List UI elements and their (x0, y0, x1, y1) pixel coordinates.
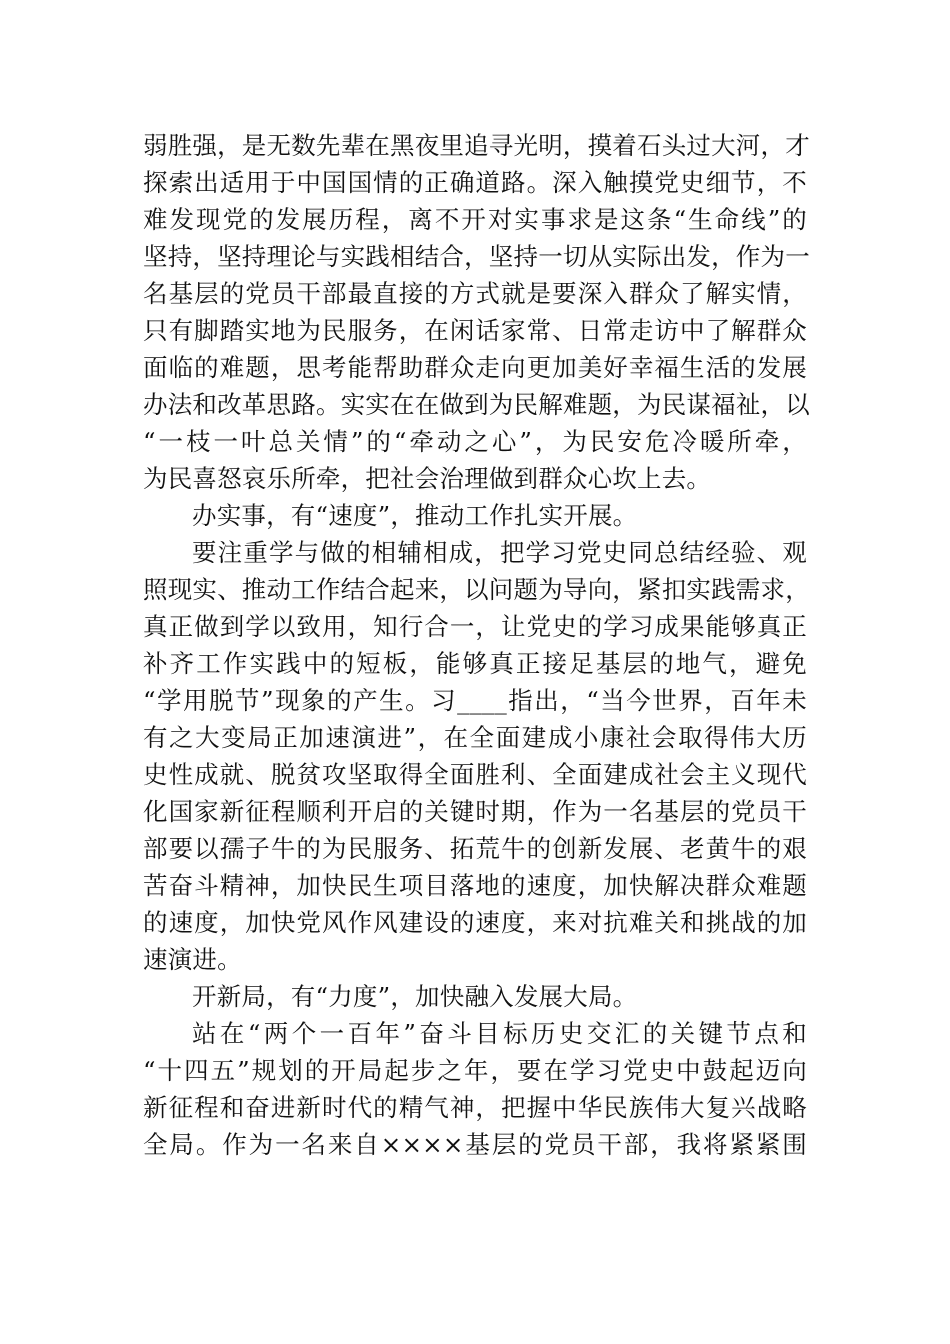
paragraph-1 (143, 127, 810, 497)
text-line: 的速度，加快党风作风建设的速度，来对抗难关和挑战的加 (143, 908, 807, 937)
paragraph-2 (143, 534, 810, 978)
text-line: 只有脚踏实地为民服务，在闲话家常、日常走访中了解群众 (143, 316, 807, 345)
text-line: 新征程和奋进新时代的精气神，把握中华民族伟大复兴战略 (143, 1093, 807, 1122)
text-line: 办法和改革思路。实实在在做到为民解难题，为民谋福祉，以 (143, 390, 810, 419)
text-line: “学用脱节”现象的产生。习____指出，“当今世界，百年未 (143, 686, 807, 715)
section-heading: 开新局，有“力度”，加快融入发展大局。 (192, 982, 638, 1011)
text-line: 弱胜强，是无数先辈在黑夜里追寻光明，摸着石头过大河，才 (143, 131, 810, 160)
text-line: 为民喜怒哀乐所牵，把社会治理做到群众心坎上去。 (143, 464, 712, 493)
text-line: 面临的难题，思考能帮助群众走向更加美好幸福生活的发展 (143, 353, 807, 382)
text-line: 全局。作为一名来自××××基层的党员干部，我将紧紧围 (143, 1130, 807, 1159)
text-line: 部要以孺子牛的为民服务、拓荒牛的创新发展、老黄牛的艰 (143, 834, 807, 863)
text-line: 难发现党的发展历程，离不开对实事求是这条“生命线”的 (143, 205, 807, 234)
text-line: 有之大变局正加速演进”，在全面建成小康社会取得伟大历 (143, 723, 807, 752)
text-line: 苦奋斗精神，加快民生项目落地的速度，加快解决群众难题 (143, 871, 807, 900)
text-line: 速演进。 (143, 945, 242, 974)
text-line: 坚持，坚持理论与实践相结合，坚持一切从实际出发，作为一 (143, 242, 810, 271)
text-line: 史性成就、脱贫攻坚取得全面胜利、全面建成社会主义现代 (143, 760, 807, 789)
text-line: 化国家新征程顺利开启的关键时期，作为一名基层的党员干 (143, 797, 807, 826)
section-heading: 办实事，有“速度”，推动工作扎实开展。 (192, 501, 638, 530)
text-line: 补齐工作实践中的短板，能够真正接足基层的地气，避免 (143, 649, 807, 678)
text-line: “一枝一叶总关情”的“牵动之心”，为民安危冷暖所牵， (143, 427, 807, 456)
text-line: 探索出适用于中国国情的正确道路。深入触摸党史细节，不 (143, 168, 807, 197)
text-line: 照现实、推动工作结合起来，以问题为导向，紧扣实践需求， (143, 575, 810, 604)
document-page (143, 127, 810, 1163)
text-line: 要注重学与做的相辅相成，把学习党史同总结经验、观 (192, 538, 807, 567)
paragraph-3 (143, 1015, 807, 1163)
text-line: 站在“两个一百年”奋斗目标历史交汇的关键节点和 (192, 1019, 807, 1048)
text-line: “十四五”规划的开局起步之年，要在学习党史中鼓起迈向 (143, 1056, 807, 1085)
text-line: 名基层的党员干部最直接的方式就是要深入群众了解实情， (143, 279, 807, 308)
text-line: 真正做到学以致用，知行合一，让党史的学习成果能够真正 (143, 612, 807, 641)
